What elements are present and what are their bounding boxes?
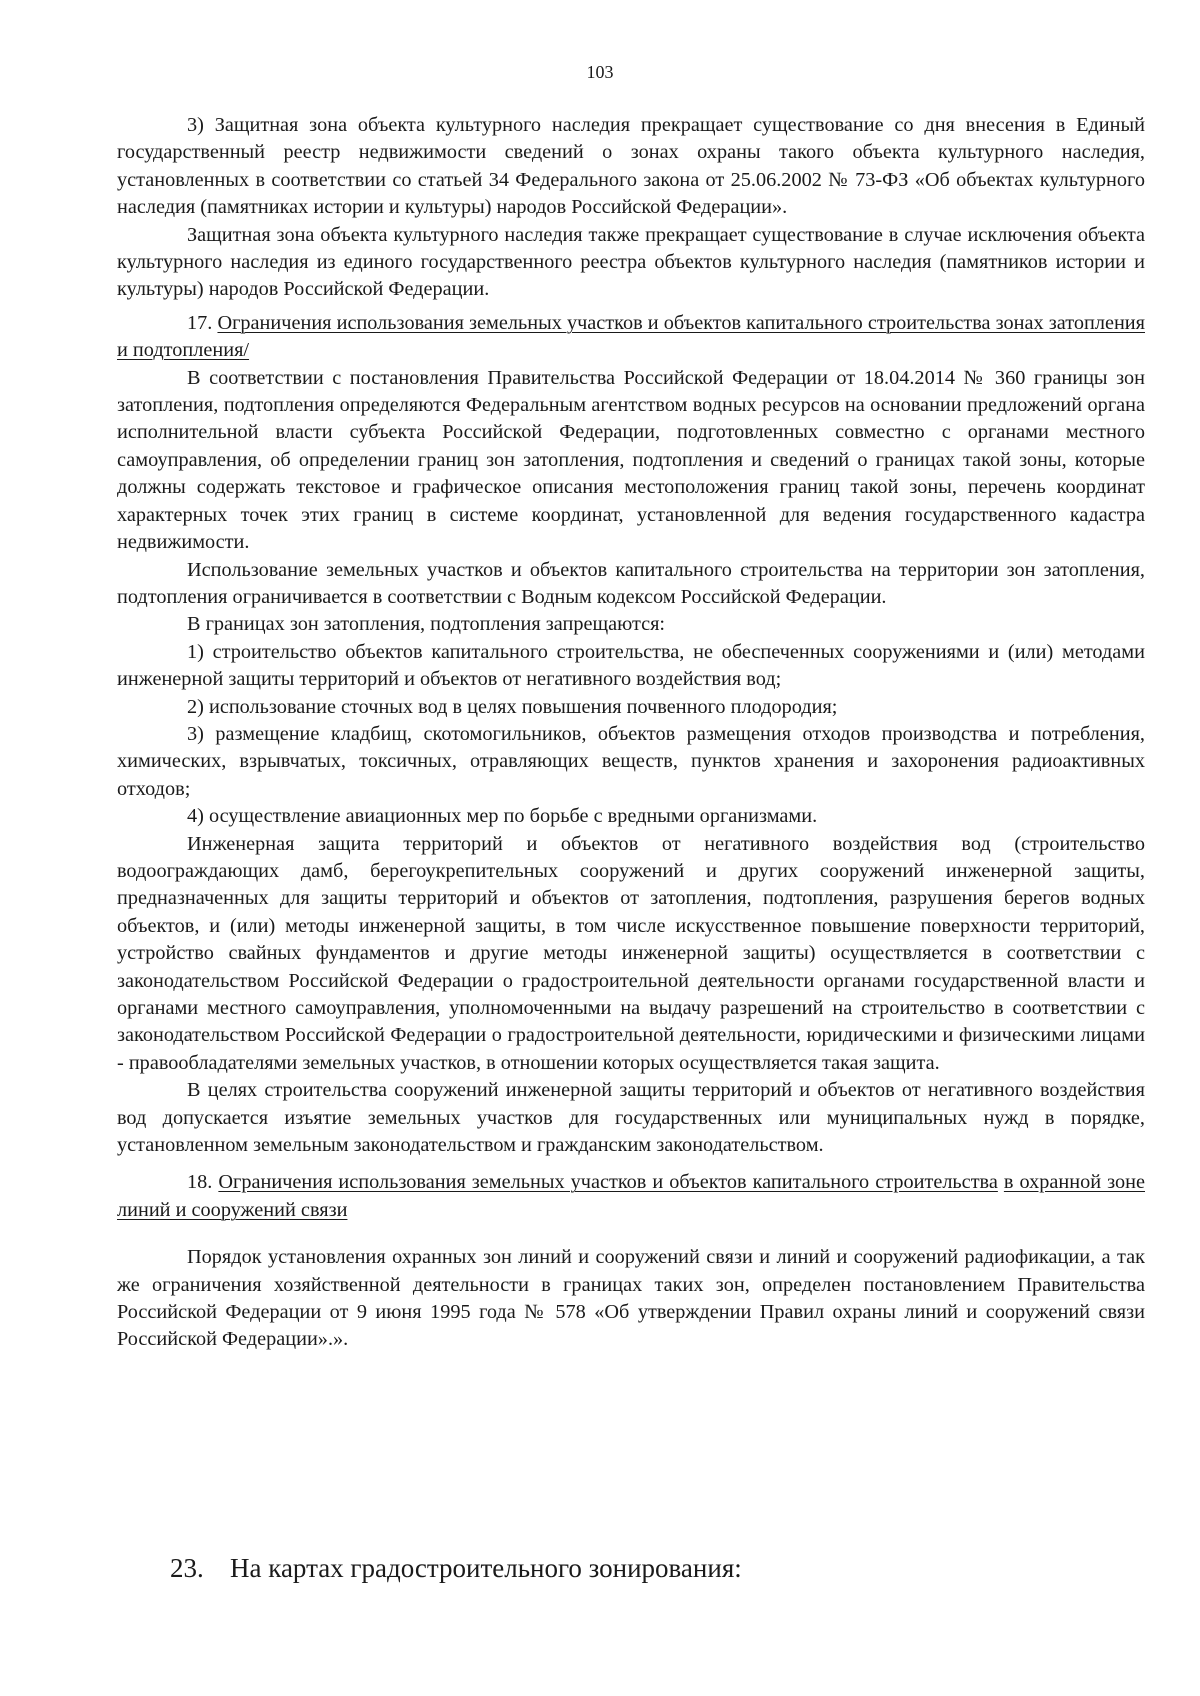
paragraph: Инженерная защита территорий и объектов от негативного воздействия вод (строительство водоограждающих дамб, берегоукрепительных сооружений и других сооружений инженерной защиты, предназначенных для защиты территорий и объектов от затопления, подтопления, разрушения берегов водных объектов, и (или) методы инженерной защиты, в том числе искусственное повышение поверхности территорий, устройство свайных фундаментов и другие методы инженерной защиты) осуществляется в соответствии с законодательством Российской Федерации о градостроительной деятельности органами государственной власти и органами местного самоуправления, уполномоченными на выдачу разрешений на строительство в соответствии с законодательством Российской Федерации о градостроительной деятельности, юридическими и физическими лицами - правообладателями земельных участков, в отношении которых осуществляется такая защита.	[117, 832, 1145, 1074]
section-number: 17.	[187, 311, 213, 334]
section-title: Ограничения использования земельных участков и объектов капитального строительства зонах затопления и подтопления/	[117, 311, 1145, 362]
paragraph: В целях строительства сооружений инженерной защиты территорий и объектов от негативного воздействия вод допускается изъятие земельных участков для государственных или муниципальных нужд в порядке, установленном земельным законодательством и гражданским законодательством.	[117, 1079, 1145, 1157]
section-title: Ограничения использования земельных участков и объектов капитального строительства	[218, 1171, 998, 1194]
paragraph: В соответствии с постановления Правительства Российской Федерации от 18.04.2014 № 360 границы зон затопления, подтопления определяются Федеральным агентством водных ресурсов на основании предложений органа исполнительной власти субъекта Российской Федерации, подготовленных совместно с органами местного самоуправления, об определении границ зон затопления, подтопления и сведений о границах такой зоны, которые должны содержать текстовое и графическое описания местоположения границ такой зоны, перечень координат характерных точек этих границ в системе координат, установленной для ведения государственного кадастра недвижимости.	[117, 366, 1145, 554]
item-number: 23.	[170, 1553, 204, 1583]
paragraph: Порядок установления охранных зон линий и сооружений связи и линий и сооружений радиофикации, а так же ограничения хозяйственной деятельности в границах таких зон, определен постановлением Правительства Российской Федерации от 9 июня 1995 года № 578 «Об утверждении Правил охраны линий и сооружений связи Российской Федерации».».	[117, 1246, 1145, 1351]
list-item: 4) осуществление авиационных мер по борьбе с вредными организмами.	[187, 805, 818, 828]
item-23	[170, 1552, 742, 1584]
section-number: 18.	[187, 1171, 213, 1194]
list-item: 2) использование сточных вод в целях повышения почвенного плодородия;	[187, 695, 838, 718]
list-item: 3) размещение кладбищ, скотомогильников, объектов размещения отходов производства и потребления, химических, взрывчатых, токсичных, отравляющих веществ, пунктов хранения и захоронения радиоактивных отходов;	[117, 722, 1145, 800]
list-item: 1) строительство объектов капитального строительства, не обеспеченных сооружениями и (или) методами инженерной защиты территорий и объектов от негативного воздействия вод;	[117, 640, 1145, 691]
paragraph: В границах зон затопления, подтопления запрещаются:	[187, 613, 666, 636]
section-heading-18	[117, 1169, 1145, 1224]
section-heading-17	[117, 310, 1145, 365]
document-body	[117, 112, 1145, 1354]
section-title-tail: в охранной зоне линий и сооружений связи	[117, 1171, 1145, 1221]
paragraph: Защитная зона объекта культурного наследия также прекращает существование в случае исключения объекта культурного наследия из единого государственного реестра объектов культурного наследия (памятников истории и культуры) народов Российской Федерации.	[117, 223, 1145, 301]
paragraph: Использование земельных участков и объектов капитального строительства на территории зон затопления, подтопления ограничивается в соответствии с Водным кодексом Российской Федерации.	[117, 558, 1145, 608]
page-number: 103	[586, 62, 614, 82]
paragraph: 3) Защитная зона объекта культурного наследия прекращает существование со дня внесения в Единый государственный реестр недвижимости сведений о зонах охраны такого объекта культурного наследия, установленных в соответствии со статьей 34 Федерального закона от 25.06.2002 № 73-ФЗ «Об объектах культурного наследия (памятниках истории и культуры) народов Российской Федерации».	[117, 114, 1145, 219]
item-text: На картах градостроительного зонирования:	[230, 1553, 742, 1583]
